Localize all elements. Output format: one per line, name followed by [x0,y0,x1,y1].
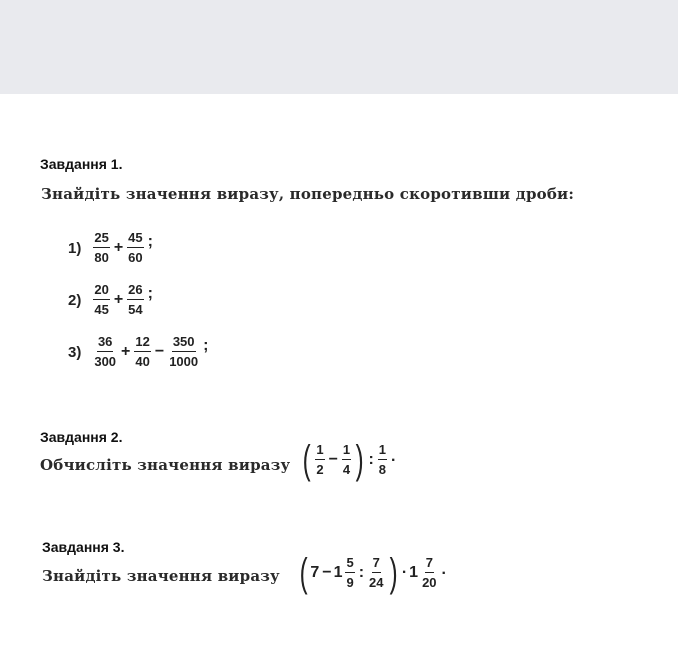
task3-heading: Завдання 3. [42,539,125,555]
fraction: $\frac{7}{24}$ [369,555,384,590]
terminator: ; [147,233,153,250]
fraction: $\frac{350}{1000}$ [169,334,199,369]
operator: + [113,239,124,256]
item-label: 1) [68,239,82,257]
task1-item-1 [68,231,153,265]
fraction: $\frac{36}{300}$ [94,334,117,369]
operator: − [328,451,338,468]
fraction: $\frac{26}{54}$ [128,282,143,317]
fraction: $\frac{5}{9}$ [346,555,354,590]
terminator: . [441,561,446,578]
fraction: $\frac{12}{40}$ [135,334,150,369]
operator: · [401,564,408,581]
task1-item-3 [68,335,208,369]
task2-instruction: Обчисліть значення виразу [40,456,291,474]
right-paren: ) [389,551,398,595]
task1-item-2 [68,283,153,317]
integer: 1 [409,564,419,581]
top-gray-band [0,0,678,94]
left-paren: ( [299,551,308,595]
left-paren: ( [302,438,311,482]
terminator: . [391,448,396,465]
task2-expression [300,440,395,480]
operator: : [368,451,374,468]
fraction: $\frac{45}{60}$ [128,230,143,265]
fraction: $\frac{1}{8}$ [378,442,387,477]
fraction: $\frac{1}{4}$ [342,442,351,477]
task1-instruction: Знайдіть значення виразу, попередньо скоротивши дроби: [41,185,575,203]
item-label: 3) [68,343,82,361]
fraction: $\frac{1}{2}$ [316,442,324,477]
right-paren: ) [355,438,364,482]
task3-instruction: Знайдіть значення виразу [42,567,280,585]
integer: 1 [333,564,343,581]
operator: − [154,343,165,360]
fraction: $\frac{7}{20}$ [422,555,437,590]
operator: + [113,291,124,308]
task3-expression [297,553,446,593]
fraction: $\frac{20}{45}$ [94,282,109,317]
terminator: ; [203,337,209,354]
task1-heading: Завдання 1. [40,156,123,172]
operator: − [322,564,332,581]
operator: : [358,564,365,581]
item-label: 2) [68,291,82,309]
integer: 7 [310,564,320,581]
fraction: $\frac{25}{80}$ [94,230,109,265]
operator: + [121,343,131,360]
terminator: ; [147,285,153,302]
task2-heading: Завдання 2. [40,429,123,445]
